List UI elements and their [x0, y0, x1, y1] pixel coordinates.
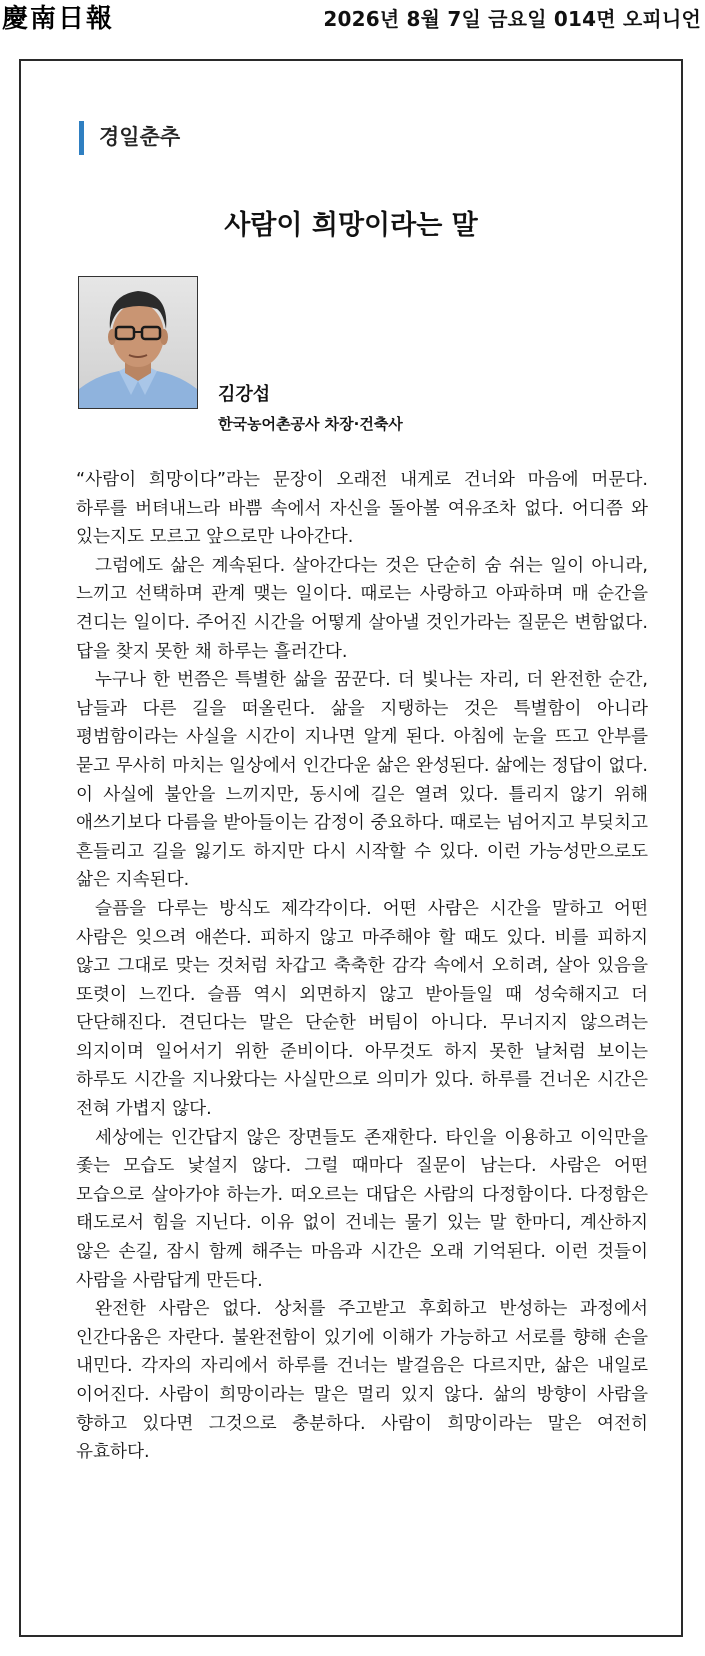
newspaper-logo: 慶南日報 [2, 4, 115, 34]
author-name: 김강섭 [218, 384, 271, 405]
article-headline: 사람이 희망이라는 말 [224, 210, 478, 241]
body-paragraph: 완전한 사람은 없다. 상처를 주고받고 후회하고 반성하는 과정에서 인간다움은 자란다. 불완전함이 있기에 이해가 가능하고 서로를 향해 손을 내민다. 각자의 자리에서 하루를 건너는 발걸음은 다르지만, 삶은 내일로 이어진다. 사람이 희망이라는 말은 멀리 있지 않다. 삶의 방향이 사람을 향하고 있다면 그것으로 충분하다. 사람이 희망이라는 말은 여전히 유효하다. [76, 1299, 648, 1463]
body-paragraph: 세상에는 인간답지 않은 장면들도 존재한다. 타인을 이용하고 이익만을 좇는 모습도 낯설지 않다. 그럴 때마다 질문이 남는다. 사람은 어떤 모습으로 살아가야 하는가. 떠오르는 대답은 사람의 다정함이다. 다정함은 태도로서 힘을 지닌다. 이유 없이 건네는 물기 있는 말 한마디, 계산하지 않은 손길, 잠시 함께 해주는 마음과 시간은 오래 기억된다. 이런 것들이 사람을 사람답게 만든다. [76, 1127, 648, 1291]
masthead [0, 0, 705, 40]
author-title: 한국농어촌공사 차장·건축사 [218, 415, 403, 433]
section-accent-bar [79, 121, 84, 155]
dateline: 2026년 8월 7일 금요일 014면 오피니언 [323, 7, 701, 31]
author-portrait-image [79, 277, 197, 408]
author-photo [78, 276, 198, 409]
body-paragraph: 누구나 한 번쯤은 특별한 삶을 꿈꾼다. 더 빛나는 자리, 더 완전한 순간, 남들과 다른 길을 떠올린다. 삶을 지탱하는 것은 특별함이 아니라 평범함이라는 사실을 시간이 지나면 알게 된다. 아침에 눈을 뜨고 안부를 묻고 무사히 마치는 일상에서 인간다운 삶은 완성된다. 삶에는 정답이 없다. 이 사실에 불안을 느끼지만, 동시에 길은 열려 있다. 틀리지 않기 위해 애쓰기보다 다름을 받아들이는 감정이 중요하다. 때로는 넘어지고 부딪치고 흔들리고 길을 잃기도 하지만 다시 시작할 수 있다. 이런 가능성만으로도 삶은 지속된다. [76, 670, 648, 891]
article-body [76, 466, 648, 1467]
body-paragraph: 슬픔을 다루는 방식도 제각각이다. 어떤 사람은 시간을 말하고 어떤 사람은 잊으려 애쓴다. 피하지 않고 마주해야 할 때도 있다. 비를 피하지 않고 그대로 맞는 것처럼 차갑고 축축한 감각 속에서 오히려, 살아 있음을 또렷이 느낀다. 슬픔 역시 외면하지 않고 받아들일 때 성숙해지고 더 단단해진다. 견딘다는 말은 단순한 버팀이 아니다. 무너지지 않으려는 의지이며 일어서기 위한 준비이다. 아무것도 하지 못한 날처럼 보이는 하루도 시간을 지나왔다는 사실만으로 의미가 있다. 하루를 건너온 시간은 전혀 가볍지 않다. [76, 898, 648, 1120]
body-paragraph: 그럼에도 삶은 계속된다. 살아간다는 것은 단순히 숨 쉬는 일이 아니라, 느끼고 선택하며 관계 맺는 일이다. 때로는 사랑하고 아파하며 매 순간을 견디는 일이다. 주어진 시간을 어떻게 살아낼 것인가라는 질문은 변함없다. 답을 찾지 못한 채 하루는 흘러간다. [76, 555, 648, 662]
section-label: 경일춘추 [99, 125, 181, 149]
body-paragraph: “사람이 희망이다”라는 문장이 오래전 내게로 건너와 마음에 머문다. 하루를 버텨내느라 바쁨 속에서 자신을 돌아볼 여유조차 없다. 어디쯤 와 있는지도 모르고 앞으로만 나아간다. [76, 470, 648, 548]
article-frame [19, 59, 683, 1637]
